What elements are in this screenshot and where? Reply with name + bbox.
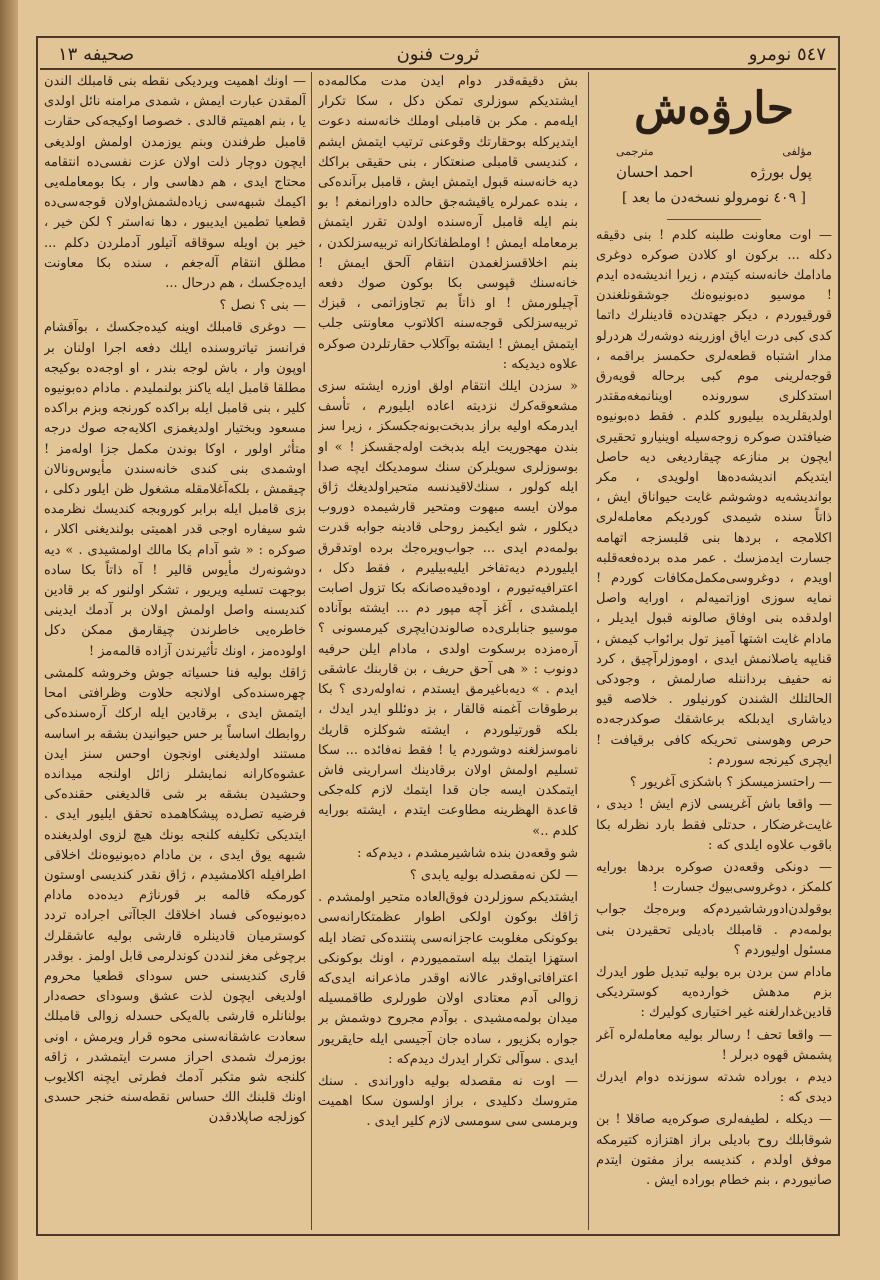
paragraph: ژاقك بوليه فنا حسياته جوش وخروشه كلمشى چهره‌سنده‌كى اولانجه حلاوت وظرافتى امحا ايتمش ايدى ، برقادين ايله اركك آره‌سنده‌كى روابطك اساساً بر حس حيوانيدن بشقه بر اساسه مستند اولديغنى اونجون اوحس سنز ايدن عشوه‌كارانه نمايشلر زائل اولنجه ميدانده وحشيدن بشقه بر شى قالديغنى حقنده‌كى فرضيه تصل‌ده پيشكاهمده تحقق ايليور ايدى . ايتديكى تكليفه كلنجه بونك هيچ لزوى اولديغنده شبهه يوق ايدى ، بن مادام ده‌بونيوه‌نك اخلاقى اطرافيله اكلامشيدم ، ژاق نقدر كنديسى اوستون كورمكه قالمه بر قورناژم ديده‌ده مادام ده‌بونيوه‌كى فساد اخلاقك الجاآتى اجراده تردد كوسترميان قادينلره قارشى بوليه عاشقلرك برچوغى مغز لنددن كوندلرمى قابل اولمز . بوقدر قارى كنديسنى حس سوداى قطعيا محروم اولديغى ايچون لذت عشق وسوداى حصه‌دار بولنانلره قارشى بالەيكى حسدله زوالى قامبلك سعادت عاشقانه‌سنى محوه قرار ويرمش ، اونى بوزمرك شمدى احراز مسرت ايتمشدر ، ژاقه كلنجه شو متكبر آدمك فطرتى ايچنه اكلايوب اونك قلبنك الك حساس نقطه‌سنه خنجر حسدى كوزلجه صاپلادقدن <box>44 665 306 1126</box>
paragraph: ديدم ، بوراده شدته سوزنده دوام ايدرك ديدى كه : <box>596 1069 832 1106</box>
translator-name: احمد احسان <box>616 163 694 182</box>
paragraph: بوقولدن‌ادورشاشيردم‌كه وبره‌جك جواب بولمه‌دم . قامبلك باديلى تحقيردن بنى مسئول اوليوردم ؟ <box>596 902 832 958</box>
continuation-notice: [ ٤٠٩ نومرولو نسخه‌دن ما بعد ] <box>621 190 807 207</box>
column-left <box>44 72 306 1232</box>
paragraph: — لكن نه‌مقصدله بوليه يابدى ؟ <box>409 867 578 883</box>
paragraph: مادام سن بردن بره بوليه تبديل طور ايدرك بزم مدهش خوارده‌يه كوسترديكى قادين‌غدارلغنه غير اختيارى كوليرك : <box>596 964 832 1021</box>
translator-label: مترجمی <box>616 145 654 158</box>
title-text: حارۋەش <box>634 83 794 134</box>
paragraph: — راحتسزميسكز ؟ باشكزى آغريور ؟ <box>629 775 832 791</box>
credit-labels <box>596 142 832 162</box>
credits <box>596 142 832 182</box>
page-header <box>40 40 836 70</box>
credit-names <box>596 162 832 182</box>
section-divider <box>667 219 761 220</box>
paragraph: — دونكى وقعه‌دن صوكره بردها بورايه كلمكز ، دوغروسى‌بيوك جسارت ! <box>596 859 832 896</box>
paragraph: — اونك اهميت ويرديكى نقطه بنى قامبلك الندن آلمقدن عبارت ايمش ، شمدى مرامنه نائل اولدى يا ، بنم اهميتم قالدى . خصوصا اوكيجه‌كى حقارت قامبل طرفندن وبنم يوزمدن اولمش اولديغى ايچون دوچار ذلت اولان عزت نفسى‌ده انتقامه محتاج ايدى ، هم دهاسى وار ، بكا بومعامله‌يى اكيمك شبهه‌سى زياده‌لشمش‌اولان قوجه‌سى‌ده قطعيا تطمين ايديبور ، دها نه‌استر ؟ لكن خير ، خير بن اويله سوقاقه آتيلور آدملردن دكلم ... مطلق انتقام آله‌جغم ، سنده بكا معاونت ايده‌جكسك ، هم درحال ... <box>44 74 306 292</box>
page-spine <box>0 0 18 1280</box>
paragraph: — اوت معاونت طلبنه كلدم ! بنی دقيقه دكله ... بركون او كلادن صوكره دوغری مادامك خانه‌سنه كيتدم ، زيرا انديشه‌ده ايدم ! موسيو ده‌بونيوه‌نك جوشقونلغندن قورقيوردم ، ديكر جهتدن‌ده قادينلرك داتما كدى كبى درت اياق اوزرينه دوشه‌رك هردرلو مدار اشتباه قطعه‌لرى حكمسز براقمه ، قوجه‌لرينى موم كبى برحاله قويه‌رق استدكلرى سورونده اوينانمغه‌مقتدر اولديقلريده بيليورو كلدم . فقط ده‌بونيوه ضيافتدن صوكره زوجه‌سيله اوينيارو تحقيرى ايچون بر منازعه چيقارديغى ديه حاصل ايتديكم انديشه‌ده‌ها اولويدى ، مكر بوانديشه‌يه دوشوشم غايت حيواناق ايش ، ذاتاً سنده شيمدى كورديكم معامله‌لرى اكلامجه ، بردها بنى قلبسزجه اتهامه جسارت ايدمزسك . عمر مده برده‌فعه‌قلبه اويدم ، دوغروسى‌مكمل‌مكافات كوردم ! نمايه سوزى اوزاتميه‌لم ، اورايه واصل اولدقده بنى اوفاق صالونه قبول ايديلر ، مادام غايت اشتها آميز تول برائواب كيمش ، قنايپه ياصلانمش ايدى ، اوموزلرآچيق ، كرد نه حفيف برداننله صارلمش ، وجودكى الحالتلك الشندن كورنيلور . خلاصه قيو دياشارى ايدبلكه برعاشقك صوكدرجه‌ده حرص وهوسنى تحريكه كافى برقيافت ! ايچرى كيرنجه سوردم : <box>596 227 832 768</box>
journal-name: ثروت فنون <box>396 44 480 65</box>
issue-number: ٥٤٧ نومرو <box>748 44 826 65</box>
paragraph: بش دقيقه‌قدر دوام ايدن مدت مكالمه‌ده ايشتديكم سوزلرى تمكن دكل ، سكا تكرار ايله‌مم . مكر بن قامبلى اوملك خانه‌سنه دعوت ايتديركله بوحقارتك وقوعنى ترتيب ايتمش ايشم ، كنديسى قامبلى صنعتكار ، بنى حقيقى براكك ديه خانه‌سنه قبول ايتمش ايش ، قامبل برآنده‌كى ، بنده عمرلره ياقيشه‌جق حالده داورانمغم ! بو بنم ايله قامبل آره‌سنده اولدن تقرر ايتمش برمعامله ايمش ! اوملطفاتكارانه تربيه‌سزلكدن ، بنم اخلاقسزلغمدن انتقام آلحق ايمش ! خانه‌سنك قپوسى بكا بوكون صوك دفعه آچيلورمش ! او ذاتاً بم تجاوزاتمى ، قبزك تربيه‌سزلكى قوجه‌سنه اكلاتوب معاونتى جلب ايتمش ايمش ! ايشته بوآكلاب حقارتلردن صوكره علاوه ديديكه : <box>318 74 578 372</box>
paragraph: ايشتديكم سوزلردن فوق‌العاده متحير اولمشدم . ژاقك بوكون اولكى اطوار عظمتكارانه‌سى بوكونكى مغلوبت عاجزانه‌سى پنتنده‌كى تضاد ايله استهزا ايتمك بيله استمميوردم ، اونك بوكونكى اعترافاتى‌اوقدر عالانه اوقدر ماذعرانه ايدى‌كه زوالى آدم معتادى اولان طورلرى طاقمسيله ميدان بولمه‌مشيدى . بوآدم مجروح دوشمش بر جواره بكزيور ، ساده جان آجيسى ايله حايقريور ايدى . سوآلى تكرار ايدرك ديدم‌كه : <box>318 890 578 1067</box>
column-right <box>596 72 832 1232</box>
paragraph: — واقعا تحف ! رسالر بوليه معامله‌لره آغر پشمش قهوه دبرلر ! <box>596 1027 832 1063</box>
column-rule <box>588 72 589 1230</box>
paragraph: — اوت نه مقصدله بوليه داوراندى . سنك متروسك دكليدى ، براز اولسون سكا اهميت وبرمسى سى سومسى لازم كلير ايدى . <box>318 1073 578 1130</box>
author-name: پول بورژه <box>750 163 812 182</box>
paragraph: — دوغرى قامبلك اوينه كيده‌جكسك ، بوآقشام فرانسز تياتروسنده ايلك دفعه اجرا اولنان بر اوپون وار ، باش لوجه بندر ، او اوجه‌ده بوكيجه مطلقا قامبل ايله ياكنز بولنمليدم . مادام ده‌بونيوه كلير ، بنى قامبل ايله براكده كورنجه وبزم براكده مسعود وبختيار اولديغمزى اكلايه‌جه صوك درجه متأثر اولور ، اوكا بوندن مكمل جزا اولەمز ! اوشمدى بنى كندى خانه‌سندن مأيوس‌ونالان چيقمش ، بلكه‌آغلامقله مشغول ظن ايلور دكلى ، بزى قامبل ايله برابر كوروبجه كنديسك نظرمده شو سيفاره اوجى قدر اهميتى بولنديغنى اكلار ، صوكره : « شو آدام بكا مالك اولمشيدى . » ديه دوشونه‌رك مأيوس قالير ! آه ذاتاً بكا ساده بوجهت تسليه ويريور ، تشكر اولنور كه بر قادين كنديسنه واصل اولمش اولان بر آدمك ايدينى خاطره‌يى خاطرندن چيقارمق ممكن دكل اولوده‌مز ، اونك تأثيرندن آزاده قالمەمز ! <box>44 320 306 659</box>
paragraph: — ديكله ، لطيفه‌لرى صوكره‌يه صاقلا ! بن شوقابلك روح باديلى براز اهتزازه كتيرمكه موفق اولدم ، كنديسه براز مفتون ايتدم صانيوردم ، بنم خطام بوراده ايش . <box>596 1112 832 1188</box>
serial-title <box>596 82 832 136</box>
column-middle <box>318 72 578 1232</box>
column-rule <box>311 72 312 1230</box>
author-label: مؤلفی <box>782 145 812 158</box>
paragraph: — واقعا باش آغريسى لازم ايش ! ديدى ، غايت‌غرضكار ، حدتلى فقط بارد نظرله بكا باقوب علاوه ايلدى كه : <box>596 797 832 853</box>
page-number: صحيفه ١٣ <box>58 44 135 65</box>
paragraph: « سزدن ايلك انتقام اولق اوزره ايشته سزى مشعوقه‌كرك نزديته اعاده ايليورم ، تأسف ايدرمكه اوليه براز بدبخت‌بونه‌جكسكز ، زيرا سز بندن مهجوريت ايله بدبخت اوله‌جقسكز ! » او بوسوزلرى سويلركن سنك سومديكك ايچه صدا ايله كولور ، سنك‌لاقيدنسه متحيراولديغك ژاق مولان ايسه مبهوت ومتحير قارشيمده دوروب ديكلور ، شو ايكيمز روحلى قادينه جوابه قدرت بولمه‌دم ايدى ... جواب‌ويره‌جك برده اوتدقرق ايليوردم ديه‌تفاخر ايليه‌بيليرم ، فقط دكل ، اعترافيه‌تيورم ، اوده‌قيده‌صانكه بكا تزول اصابت ايلمشدى ، آغز آچه مپور دم ... ايشته بوآناده موسيو جنابلرى‌ده صالوندن‌ايچرى كيرمسونى ؟ آره‌مزده برسكوت اولدى ، مادام ايلن حرفيه دونوب : « هى آحق حريف ، بن قاربنك عاشقى ايدم . » ديه‌باغيرمق ايستدم ، نه‌اوله‌ردى ؟ بكا برطوقات آغمنه قالقار ، بز دوئللو ايدر ايدك ، بلكه قورتيلوردم ، ايشته شوكلزه قاريك ناموسزلغنه دوشوردم يا ! فقط نه‌فائده ... سكا تسليم اولمش اولان برقادينك اسرارينى فاش ايتمكدن ايسه جان قدا ايتمك لازم كله‌جكى قاعدة الهظرينه مطاوعت ايتدم ، ايشته بورايه كلدم ..» <box>318 379 578 839</box>
paragraph: — بنى ؟ نصل ؟ <box>219 298 306 314</box>
paragraph: شو وقعه‌دن بنده شاشيرمشدم ، ديدم‌كه : <box>357 845 578 861</box>
